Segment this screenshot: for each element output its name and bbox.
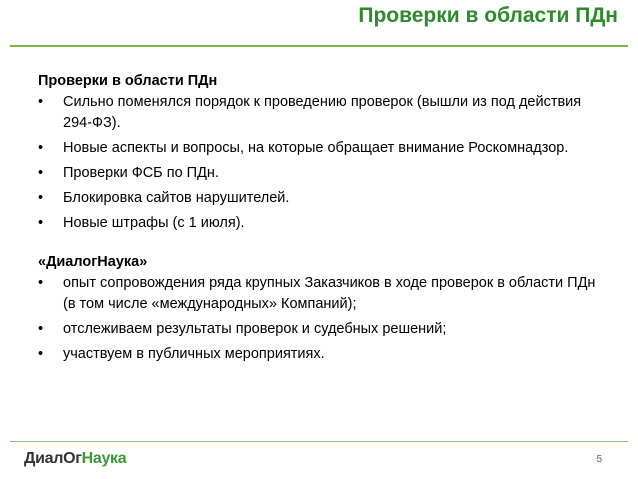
bullet-icon: •: [38, 215, 44, 231]
bullet-icon: •: [38, 190, 44, 206]
title-divider: [10, 45, 628, 47]
bullet-icon: •: [38, 346, 44, 362]
bullet-icon: •: [38, 140, 44, 156]
list-item: • участвуем в публичных мероприятиях.: [38, 344, 598, 365]
bullet-icon: •: [38, 165, 44, 181]
list-item: • опыт сопровождения ряда крупных Заказчиков в ходе проверок в области ПДн (в том числе «международных» Компаний);: [38, 275, 596, 312]
slide-content: [38, 71, 598, 369]
company-list: [38, 273, 598, 365]
list-item: • Новые аспекты и вопросы, на которые обращает внимание Роскомнадзор.: [38, 138, 598, 159]
section-spacer: [38, 238, 598, 252]
bullet-icon: •: [38, 94, 44, 110]
page-number: 5: [596, 454, 602, 465]
bullet-icon: •: [38, 321, 44, 337]
list-item: • Блокировка сайтов нарушителей.: [38, 188, 598, 209]
inspections-list: [38, 92, 598, 234]
logo-text-nauka: Наука: [81, 450, 127, 467]
footer-divider: [10, 441, 628, 442]
list-item: • Проверки ФСБ по ПДн.: [38, 163, 598, 184]
list-item: • отслеживаем результаты проверок и судебных решений;: [38, 319, 598, 340]
slide-title: Проверки в области ПДн: [358, 4, 618, 27]
logo-text-dialog: ДиалОг: [24, 450, 82, 467]
list-item: • Сильно поменялся порядок к проведению проверок (вышли из под действия 294-ФЗ).: [38, 94, 582, 131]
list-item: • Новые штрафы (с 1 июля).: [38, 213, 598, 234]
company-logo: [24, 450, 126, 468]
section-heading-inspections: Проверки в области ПДн: [38, 73, 218, 89]
section-heading-company: «ДиалогНаука»: [38, 254, 148, 270]
bullet-icon: •: [38, 275, 44, 291]
